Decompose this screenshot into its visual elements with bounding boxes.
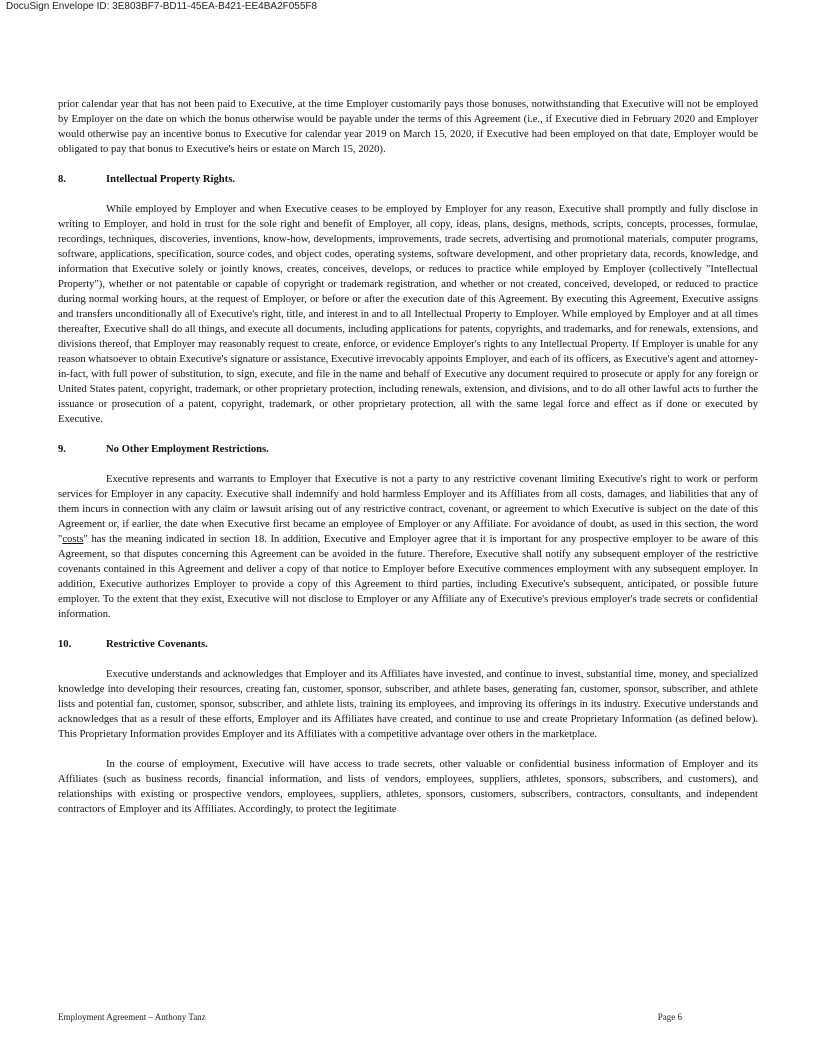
section-10-body-1: Executive understands and acknowledges that Employer and its Affiliates have invested, and continue to invest, substantial time, money, and specialized knowledge into developing their resources, creating fan, customer, sponsor, subscriber, and athlete bases, generating fan, customer, sponsor, subscriber, and athlete lists and potential fan, customer, sponsor, subscriber, and athlete lists, training its employees, and improving its offerings in its industry. Executive understands and acknowledges that as a result of these efforts, Employer and its Affiliates have created, and continue to use and create Proprietary Information (as defined below). This Proprietary Information provides Employer and its Affiliates with a competitive advantage over others in the marketplace. bbox=[58, 669, 758, 740]
section-title: Intellectual Property Rights. bbox=[106, 174, 235, 185]
paragraph-continued: prior calendar year that has not been paid to Executive, at the time Employer customarily pays those bonuses, notwithstanding that Executive will not be employed by Employer on the date on which the bonus otherwise would be payable under the terms of this Agreement (i.e., if Executive died in February 2020 and Employer would otherwise pay an incentive bonus to Executive for calendar year 2019 on March 15, 2020, if Executive had been employed on that date, Employer would be obligated to pay that bonus to Executive's heirs or estate on March 15, 2020). bbox=[58, 99, 758, 155]
section-heading-8 bbox=[58, 172, 758, 187]
docusign-envelope-id: DocuSign Envelope ID: 3E803BF7-BD11-45EA-B421-EE4BA2F055F8 bbox=[6, 1, 318, 12]
document-body bbox=[58, 97, 758, 832]
page-number: Page 6 bbox=[657, 1012, 682, 1022]
section-title: No Other Employment Restrictions. bbox=[106, 444, 269, 455]
section-9-body-part2: " has the meaning indicated in section 18. In addition, Executive and Employer agree that it is important for any prospective employer to be aware of this Agreement, so that disputes concerning this Agreement can be avoided in the future. Therefore, Executive shall notify any subsequent employer of the restrictive covenants contained in this Agreement and deliver a copy of that notice to Employer before Executive commences employment with any subsequent employer. In addition, Executive authorizes Employer to provide a copy of this Agreement to third parties, including Executive's subsequent, anticipated, or possible future employer. To the extent that they exist, Executive will not disclose to Employer or any Affiliate any of Executive's previous employer's trade secrets or confidential information. bbox=[58, 534, 758, 620]
section-number: 8. bbox=[58, 174, 66, 185]
page-footer bbox=[58, 1012, 682, 1022]
footer-document-title: Employment Agreement – Anthony Tanz bbox=[58, 1012, 206, 1022]
section-heading-9 bbox=[58, 442, 758, 457]
section-10-body-2: In the course of employment, Executive will have access to trade secrets, other valuable or confidential business information of Employer and its Affiliates (such as business records, financial information, and lists of vendors, employees, suppliers, athletes, sponsors, subscribers, and customers), and relationships with existing or prospective vendors, employees, suppliers, athletes, sponsors, customers, subscribers, contractors, consultants, and independent contractors of Employer and its Affiliates. Accordingly, to protect the legitimate bbox=[58, 759, 758, 815]
section-title: Restrictive Covenants. bbox=[106, 639, 208, 650]
section-heading-10 bbox=[58, 637, 758, 652]
section-number: 10. bbox=[58, 639, 72, 650]
section-9-body bbox=[58, 472, 758, 622]
section-8-body: While employed by Employer and when Executive ceases to be employed by Employer for any reason, Executive shall promptly and fully disclose in writing to Employer, and hold in trust for the sole right and benefit of Employer, all copy, ideas, plans, designs, methods, scripts, concepts, processes, formulae, recordings, techniques, discoveries, inventions, know-how, developments, improvements, trade secrets, advertising and promotional materials, computer programs, software, applications, specification, source codes, and object codes, operating systems, software development, and other proprietary data, records, knowledge, and information that Executive solely or jointly knows, creates, conceives, develops, or reduces to practice while employed by Employer (collectively "Intellectual Property"), whether or not patentable or capable of copyright or trademark registration, and whether or not created, conceived, developed, or reduced to practice during normal working hours, at the request of Employer, or before or after the execution date of this Agreement. By executing this Agreement, Executive assigns and transfers unconditionally all of Executive's right, title, and interest in and to all Intellectual Property to Employer. While employed by Employer and at all times thereafter, Executive shall do all things, and execute all documents, including applications for patents, copyrights, and trademarks, and for renewals, extensions, and divisions thereof, that Employer may reasonably request to create, enforce, or evidence Employer's rights to any Intellectual Property. If Employer is unable for any reason whatsoever to obtain Executive's signature or assistance, Executive irrevocably appoints Employer, and each of its officers, as Executive's agent and attorney-in-fact, with full power of substitution, to sign, execute, and file in the name and behalf of Executive any document required to prosecute or apply for any foreign or United States patent, copyright, trademark, or other proprietary protection, including renewals, extension, and divisions, and to do all other lawful acts to further the issuance or prosecution of a patent, copyright, trademark, or other proprietary protection, all with the same legal force and effect as if done or executed by Executive. bbox=[58, 204, 758, 425]
section-9-body-part1: Executive represents and warrants to Employer that Executive is not a party to any restrictive covenant limiting Executive's right to work or perform services for Employer in any capacity. Executive shall indemnify and hold harmless Employer and its Affiliates from all costs, damages, and liabilities that any of them incurs in connection with any claim or lawsuit arising out of any restrictive contract, covenant, or agreement to which Executive is subject on the date of this Agreement or, if earlier, the date when Executive first became an employee of Employer or any Affiliate. For avoidance of doubt, as used in this section, the word " bbox=[58, 474, 758, 545]
defined-term-costs: costs bbox=[62, 534, 84, 545]
section-number: 9. bbox=[58, 444, 66, 455]
